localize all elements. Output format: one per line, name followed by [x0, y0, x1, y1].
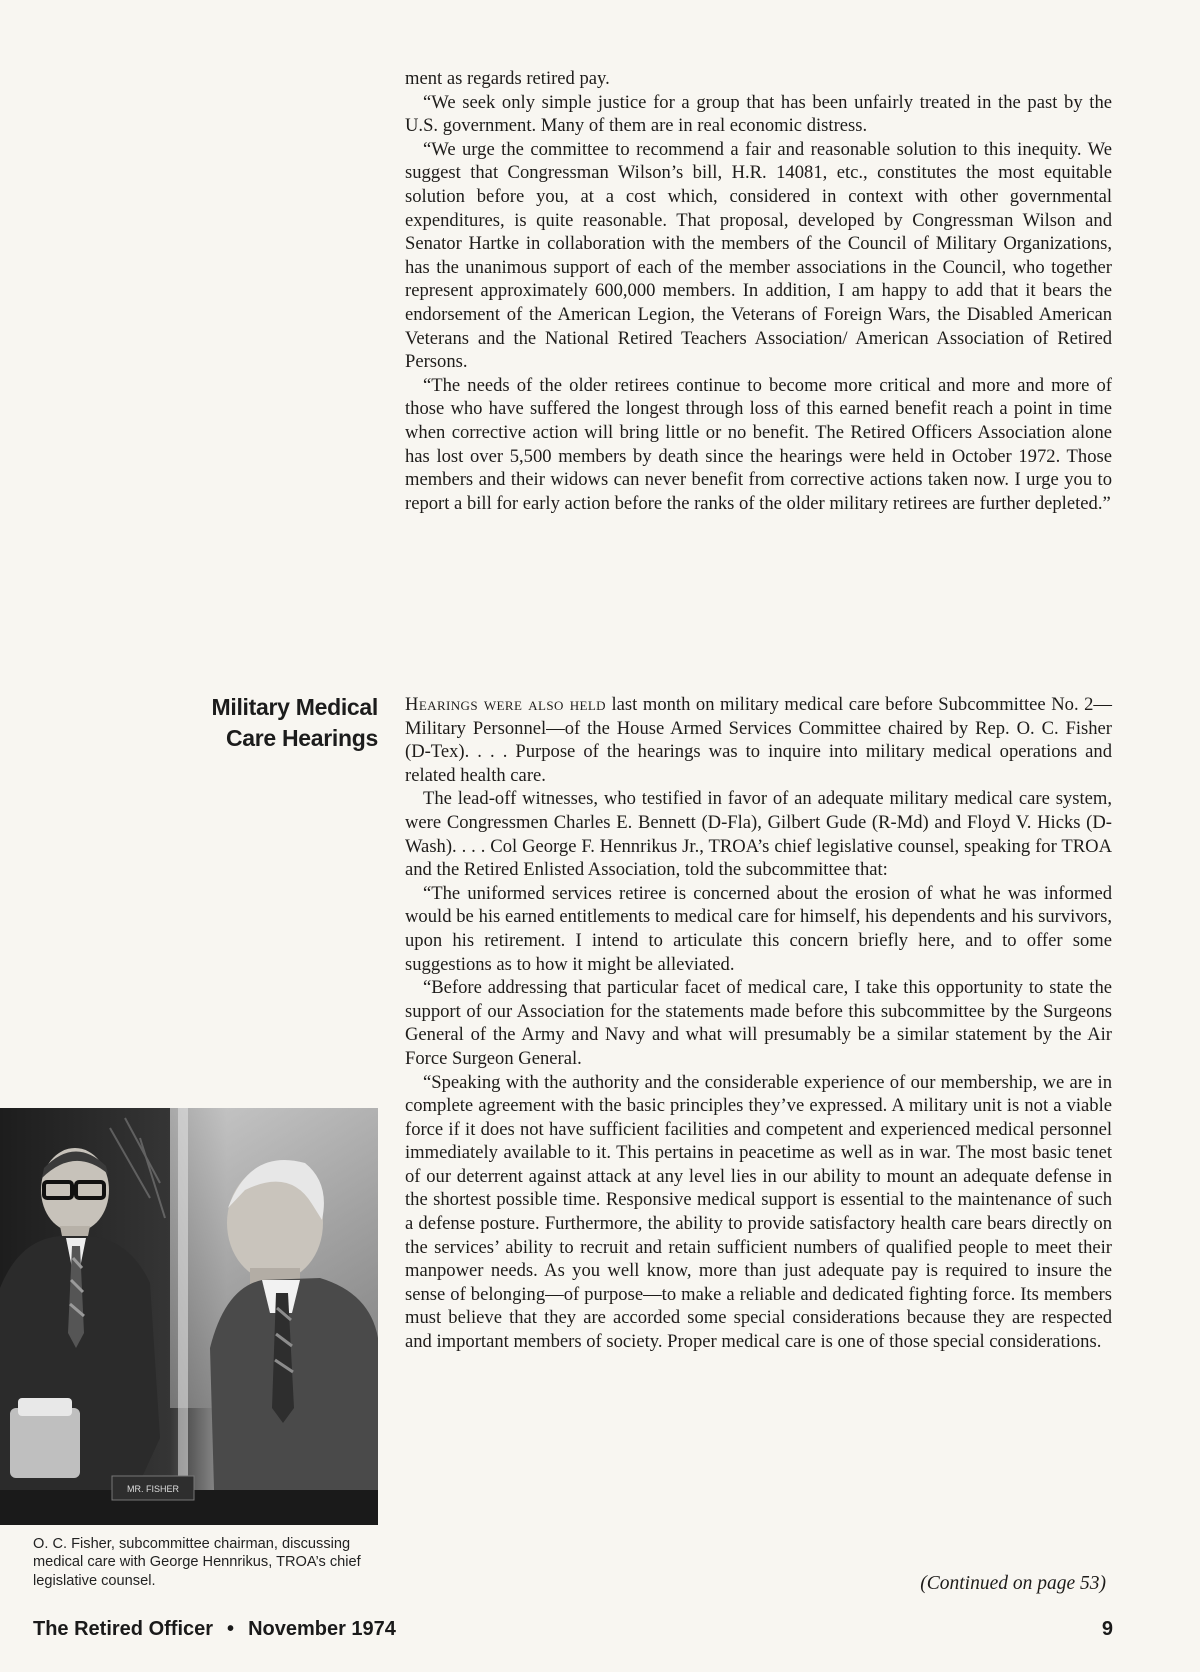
paragraph [405, 693, 1112, 787]
continued-note: (Continued on page 53) [920, 1573, 1106, 1594]
paragraph: “The uniformed services retiree is concerned about the erosion of what he was informed would be his earned entitlements to medical care for himself, his dependents and his survivors, upon his retirement. I intend to articulate this concern briefly here, and to offer some suggestions as to how it might be alleviated. [405, 882, 1112, 975]
nameplate: MR. FISHER [126, 1484, 180, 1494]
section-heading-line: Care Hearings [225, 725, 378, 751]
paragraph: “Speaking with the authority and the considerable experience of our membership, we are in complete agreement with the basic principles they’ve expressed. A military unit is not a viable force if it does not have sufficient facilities and competent and experienced medical personnel immediately available to it. This pertains in peacetime as well as in war. The most basic tenet of our deterrent against attack at any level lies in our ability to mount an adequate defense in the shortest possible time. Responsive medical support is essential to the maintenance of such a defense posture. Furthermore, the ability to provide satisfactory health care bears directly on the services’ ability to recruit and retain sufficient numbers of qualified people to meet their manpower needs. As you well know, more than just adequate pay is required to insure the sense of belonging—of purpose—to make a reliable and dedicated fighting force. Its members must believe that they are accorded some special considerations because they are respected and important members of society. Proper medical care is one of those special considerations. [405, 1071, 1112, 1353]
section-heading [150, 692, 378, 754]
paragraph: “Before addressing that particular facet of medical care, I take this opportunity to state the support of our Association for the statements made before this subcommittee by the Surgeons General of the Army and Navy and what will presumably be a similar statement by the Air Force Surgeon General. [405, 977, 1112, 1069]
publication-name: The Retired Officer [33, 1618, 214, 1640]
paragraph-text: last month on military medical care before Subcommittee No. 2—Military Personnel—of the House Armed Services Committee chaired by Rep. O. C. Fisher (D-Tex). . . . Purpose of the hearings was to inquire into military medical operations and related health care. [405, 694, 1113, 786]
issue-date: November 1974 [248, 1618, 396, 1640]
footer-left [33, 1618, 396, 1641]
page-footer [33, 1618, 1113, 1648]
paragraph: ment as regards retired pay. [405, 68, 610, 89]
lead-in: Hearings were also held [405, 694, 606, 715]
article-continuation [405, 67, 1112, 515]
photo [0, 1108, 378, 1525]
paragraph: “The needs of the older retirees continue to become more critical and more and more of those who have suffered the longest through loss of this earned benefit reach a point in time when corrective action will bring little or no benefit. The Retired Officers Association alone has lost over 5,500 members by death since the hearings were held in October 1972. Those members and their widows can never benefit from corrective actions taken now. I urge you to report a bill for early action before the ranks of the older military retirees are further depleted.” [405, 374, 1112, 514]
section-heading-line: Military Medical [211, 694, 378, 720]
footer-bullet: • [227, 1618, 235, 1640]
section-body [405, 693, 1112, 1354]
paragraph: “We seek only simple justice for a group that has been unfairly treated in the past by the U.S. government. Many of them are in real economic distress. [405, 91, 1112, 137]
paragraph: “We urge the committee to recommend a fair and reasonable solution to this inequity. We suggest that Congressman Wilson’s bill, H.R. 14081, etc., constitutes the most equitable solution before you, at a cost which, considered in context with other governmental expenditures, is quite reasonable. That proposal, developed by Congressman Wilson and Senator Hartke in collaboration with the members of the Council of Military Organizations, has the unanimous support of each of the member associations in the Council, who together represent approximately 600,000 members. In addition, I am happy to add that it bears the endorsement of the American Legion, the Veterans of Foreign Wars, the Disabled American Veterans and the National Retired Teachers Association/ American Association of Retired Persons. [405, 138, 1112, 373]
paragraph: The lead-off witnesses, who testified in favor of an adequate military medical care system, were Congressmen Charles E. Bennett (D-Fla), Gilbert Gude (R-Md) and Floyd V. Hicks (D-Wash). . . . Col George F. Hennrikus Jr., TROA’s chief legislative counsel, speaking for TROA and the Retired Enlisted Association, told the subcommittee that: [405, 788, 1112, 881]
page-number: 9 [1101, 1618, 1113, 1640]
photo-caption: O. C. Fisher, subcommittee chairman, discussing medical care with George Hennrikus, TROA’s chief legislative counsel. [33, 1536, 361, 1589]
